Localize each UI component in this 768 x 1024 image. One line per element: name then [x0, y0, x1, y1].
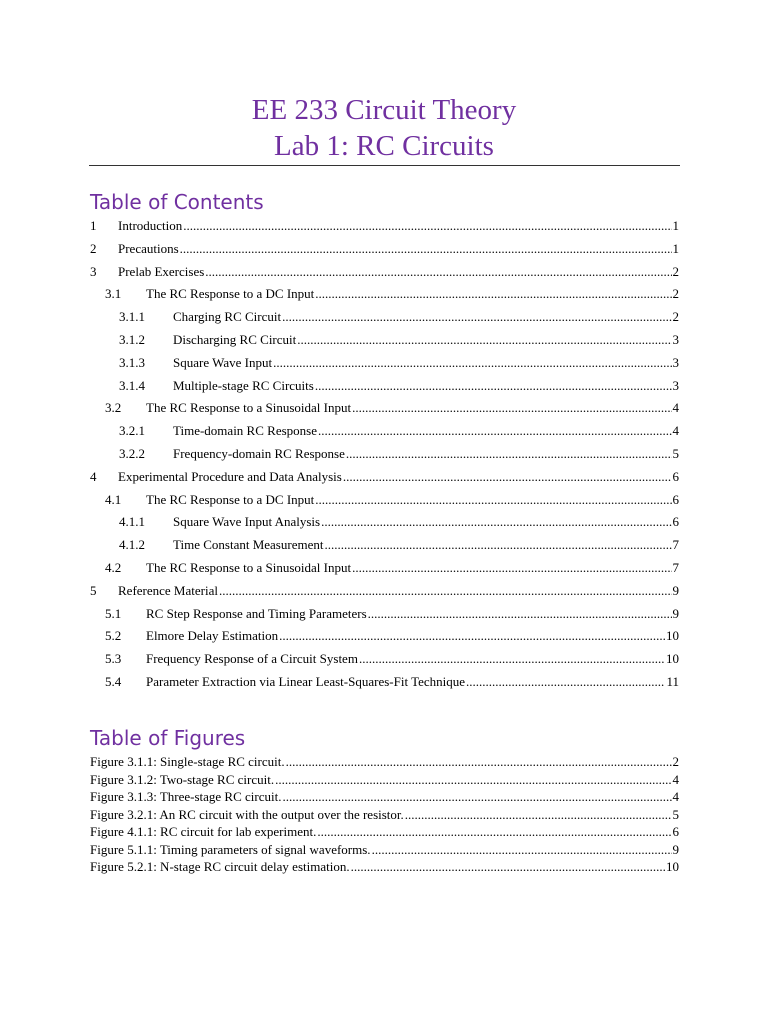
- figure-dot-leader: [351, 858, 665, 875]
- toc-entry-number: 2: [90, 240, 97, 256]
- toc-entry-number: 1: [90, 218, 97, 233]
- toc-entry[interactable]: [105, 671, 679, 693]
- figure-dot-leader: [405, 806, 672, 823]
- toc-entry-title: The RC Response to a DC Input: [146, 491, 315, 507]
- toc-entry-number: 5: [90, 582, 97, 598]
- toc-entry-page: 4: [672, 400, 679, 416]
- figure-dot-leader: [275, 771, 671, 788]
- figure-dot-leader: [282, 788, 671, 805]
- figure-entry-title: Figure 3.1.3: Three-stage RC circuit.: [90, 789, 282, 804]
- figure-dot-leader: [372, 841, 672, 858]
- toc-entry[interactable]: [90, 238, 679, 260]
- toc-entry-title: Square Wave Input: [173, 354, 273, 370]
- figure-entry-page: 2: [672, 754, 679, 769]
- toc-entry[interactable]: [90, 215, 679, 237]
- toc-entry-number: 5.4: [105, 674, 122, 689]
- toc-entry-page: 4: [672, 423, 679, 439]
- toc-entry-page: 7: [672, 560, 679, 575]
- toc-entry[interactable]: [105, 283, 679, 305]
- title-line-1: EE 233 Circuit Theory: [251, 94, 517, 126]
- toc-dot-leader: [315, 489, 671, 511]
- toc-entry[interactable]: [90, 261, 679, 283]
- toc-entry-page: 3: [672, 332, 679, 347]
- toc-entry-number: 3.2.1: [119, 423, 145, 439]
- toc-entry-number: 3.1.1: [119, 309, 145, 325]
- figure-entry[interactable]: [90, 841, 679, 858]
- toc-entry-title: Time Constant Measurement: [173, 537, 324, 553]
- title-line-2: Lab 1: RC Circuits: [274, 130, 494, 162]
- toc-entry-page: 5: [672, 446, 679, 461]
- toc-heading: Table of Contents: [90, 190, 264, 214]
- figure-entry-title: Figure 4.1.1: RC circuit for lab experiment.: [90, 824, 317, 839]
- toc-entry-number: 3.2: [105, 400, 122, 416]
- toc-entry[interactable]: [119, 352, 679, 374]
- toc-entry-title: Precautions: [118, 240, 179, 256]
- toc-entry[interactable]: [119, 420, 679, 442]
- toc-entry[interactable]: [105, 489, 679, 511]
- toc-entry[interactable]: [105, 625, 679, 647]
- figure-entry-page: 5: [672, 806, 679, 822]
- toc-entry-title: The RC Response to a DC Input: [146, 286, 315, 302]
- toc-entry-number: 3.1.2: [119, 332, 145, 347]
- toc-entry-number: 3.1.4: [119, 377, 145, 393]
- tof-heading: Table of Figures: [90, 726, 246, 750]
- toc-dot-leader: [205, 261, 671, 283]
- toc-entry[interactable]: [119, 511, 679, 533]
- document-title: [0, 92, 768, 164]
- figure-entry[interactable]: [90, 823, 679, 840]
- toc-dot-leader: [183, 215, 671, 237]
- toc-entry-title: Elmore Delay Estimation: [146, 628, 279, 644]
- title-divider: [89, 165, 680, 166]
- figure-entry-page: 10: [666, 859, 679, 874]
- figure-entry-title: Figure 3.1.2: Two-stage RC circuit.: [90, 771, 275, 787]
- toc-entry-number: 5.3: [105, 651, 122, 667]
- toc-entry[interactable]: [119, 306, 679, 328]
- figure-entry[interactable]: [90, 806, 679, 823]
- toc-entry-title: Multiple-stage RC Circuits: [173, 377, 314, 393]
- toc-entry[interactable]: [105, 557, 679, 579]
- toc-entry-title: Frequency Response of a Circuit System: [146, 651, 358, 667]
- toc-entry-number: 3: [90, 263, 97, 279]
- figure-entry-title: Figure 5.2.1: N-stage RC circuit delay estimation.: [90, 859, 350, 874]
- figure-entry[interactable]: [90, 788, 679, 805]
- toc-entry-number: 5.1: [105, 605, 122, 621]
- toc-entry-page: 2: [672, 309, 679, 325]
- toc-entry-number: 5.2: [105, 628, 122, 644]
- toc-entry-page: 2: [672, 286, 679, 302]
- toc-entry-page: 1: [672, 218, 679, 233]
- figure-entry-title: Figure 3.1.1: Single-stage RC circuit.: [90, 754, 285, 769]
- toc-entry[interactable]: [119, 534, 679, 556]
- toc-entry-page: 3: [672, 377, 679, 393]
- figure-entry-page: 9: [672, 841, 679, 857]
- figure-entry-page: 6: [672, 824, 679, 839]
- toc-entry[interactable]: [90, 580, 679, 602]
- toc-entry-number: 3.1.3: [119, 354, 145, 370]
- figure-entry[interactable]: [90, 858, 679, 875]
- toc-entry-number: 3.2.2: [119, 446, 145, 461]
- toc-dot-leader: [352, 557, 671, 579]
- toc-entry-title: RC Step Response and Timing Parameters: [146, 605, 367, 621]
- toc-dot-leader: [321, 511, 671, 533]
- toc-entry-number: 4.1.1: [119, 514, 145, 530]
- toc-dot-leader: [352, 397, 671, 419]
- figure-entry[interactable]: [90, 771, 679, 788]
- toc-dot-leader: [273, 352, 671, 374]
- toc-dot-leader: [297, 329, 671, 351]
- toc-entry-title: Introduction: [118, 218, 183, 233]
- toc-entry-page: 6: [672, 514, 679, 530]
- toc-entry[interactable]: [119, 443, 679, 465]
- toc-entry-title: The RC Response to a Sinusoidal Input: [146, 400, 352, 416]
- toc-entry-page: 7: [672, 537, 679, 553]
- toc-entry[interactable]: [105, 397, 679, 419]
- figure-entry-page: 4: [672, 771, 679, 787]
- toc-entry-number: 4.1: [105, 491, 122, 507]
- toc-entry-page: 1: [672, 240, 679, 256]
- toc-entry[interactable]: [105, 603, 679, 625]
- toc-dot-leader: [324, 534, 671, 556]
- figure-dot-leader: [317, 823, 671, 840]
- toc-dot-leader: [346, 443, 672, 465]
- toc-dot-leader: [279, 625, 665, 647]
- toc-entry-page: 9: [672, 605, 679, 621]
- toc-entry[interactable]: [90, 466, 679, 488]
- toc-entry-number: 4.2: [105, 560, 122, 575]
- figure-dot-leader: [286, 753, 672, 770]
- figure-entry-page: 4: [672, 789, 679, 804]
- toc-dot-leader: [315, 283, 671, 305]
- toc-entry-title: Time-domain RC Response: [173, 423, 317, 439]
- toc-entry-page: 2: [672, 263, 679, 279]
- toc-entry-number: 4.1.2: [119, 537, 145, 553]
- toc-dot-leader: [180, 238, 672, 260]
- toc-entry-number: 4: [90, 468, 97, 484]
- toc-entry-page: 6: [672, 468, 679, 484]
- toc-entry-page: 10: [666, 651, 679, 667]
- toc-entry-title: Parameter Extraction via Linear Least-Squares-Fit Technique: [146, 674, 466, 689]
- toc-entry-title: Square Wave Input Analysis: [173, 514, 321, 530]
- toc-dot-leader: [315, 375, 672, 397]
- figure-entry-title: Figure 5.1.1: Timing parameters of signal waveforms.: [90, 841, 371, 857]
- toc-entry[interactable]: [105, 648, 679, 670]
- toc-entry-title: Discharging RC Circuit: [173, 332, 297, 347]
- toc-dot-leader: [318, 420, 672, 442]
- figure-entry[interactable]: [90, 753, 679, 770]
- toc-dot-leader: [219, 580, 672, 602]
- toc-entry[interactable]: [119, 329, 679, 351]
- toc-dot-leader: [466, 671, 665, 693]
- toc-dot-leader: [359, 648, 665, 670]
- toc-dot-leader: [282, 306, 671, 328]
- toc-entry-title: The RC Response to a Sinusoidal Input: [146, 560, 352, 575]
- toc-entry-title: Charging RC Circuit: [173, 309, 282, 325]
- toc-entry-title: Prelab Exercises: [118, 263, 205, 279]
- toc-entry-page: 9: [672, 582, 679, 598]
- toc-entry-page: 10: [666, 628, 679, 644]
- figure-entry-title: Figure 3.2.1: An RC circuit with the output over the resistor.: [90, 806, 404, 822]
- toc-entry-title: Frequency-domain RC Response: [173, 446, 345, 461]
- toc-entry-title: Experimental Procedure and Data Analysis: [118, 468, 342, 484]
- toc-dot-leader: [343, 466, 672, 488]
- toc-dot-leader: [368, 603, 672, 625]
- toc-entry-number: 3.1: [105, 286, 122, 302]
- toc-entry-page: 3: [672, 354, 679, 370]
- toc-entry-page: 6: [672, 491, 679, 507]
- toc-entry[interactable]: [119, 375, 679, 397]
- toc-entry-page: 11: [666, 674, 679, 689]
- toc-entry-title: Reference Material: [118, 582, 218, 598]
